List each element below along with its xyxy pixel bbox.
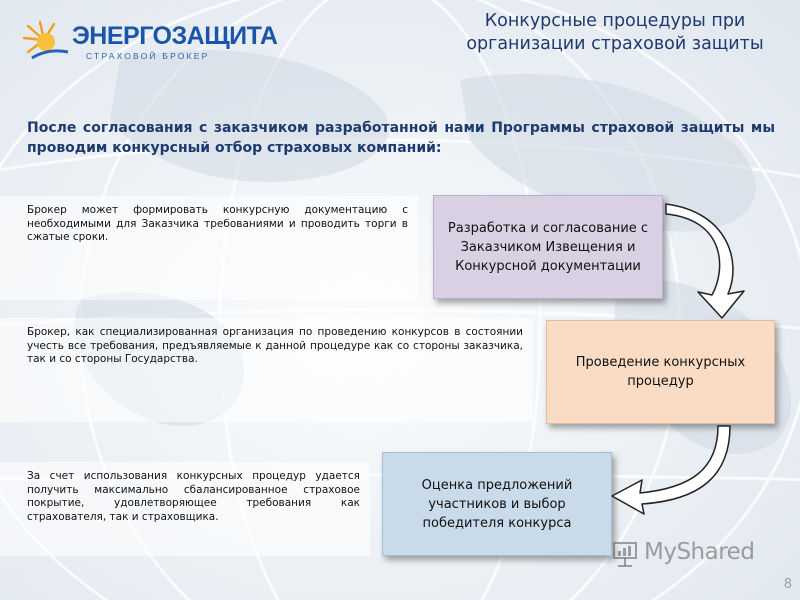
note-3: За счет использования конкурсных процедур удается получить максимально сбалансированное страховое покрытие, удовлетворяющее требования как страхователя, так и страховщика. xyxy=(0,462,370,556)
title-line-2: организации страховой защиты xyxy=(466,34,764,54)
note-1: Брокер может формировать конкурсную документацию с необходимыми для Заказчика требованиями и проводить торги в сжатые сроки. xyxy=(0,196,418,300)
page-number: 8 xyxy=(783,577,792,592)
logo-subtitle: СТРАХОВОЙ БРОКЕР xyxy=(86,51,210,61)
step-development-documentation: Разработка и согласование с Заказчиком Извещения и Конкурсной документации xyxy=(433,195,663,299)
step-conducting-procedures: Проведение конкурсных процедур xyxy=(546,320,775,424)
watermark xyxy=(612,538,772,572)
presentation-board-icon xyxy=(612,540,638,568)
watermark-text: MyShared xyxy=(644,539,755,565)
logo-name: ЭНЕРГОЗАЩИТА xyxy=(72,22,278,50)
step-evaluation-winner: Оценка предложений участников и выбор победителя конкурса xyxy=(382,452,612,556)
note-2: Брокер, как специализированная организация по проведению конкурсов в состоянии учесть все требования, предъявляемые к данной процедуре как со стороны заказчика, так и со стороны Государства. xyxy=(0,318,533,422)
title-line-1: Конкурсные процедуры при xyxy=(484,11,746,31)
curved-arrow-down-left-icon xyxy=(612,426,730,514)
intro-text: После согласования с заказчиком разработанной нами Программы страховой защиты мы проводим конкурсный отбор страховых компаний: xyxy=(27,120,775,156)
curved-arrow-down-right-icon xyxy=(666,204,744,318)
